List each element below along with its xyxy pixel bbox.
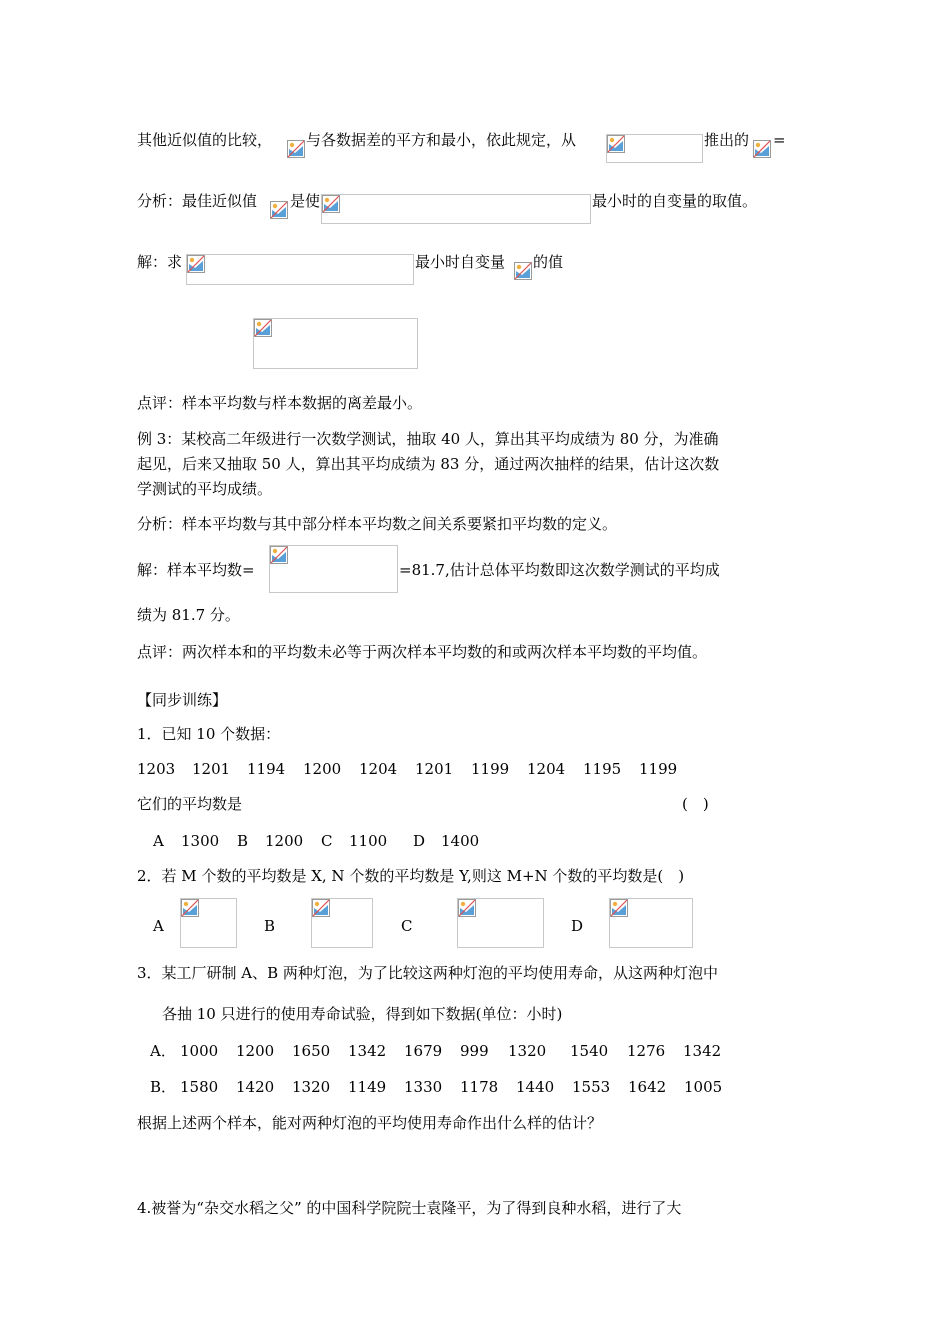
option-letter: B bbox=[237, 832, 249, 850]
text-line: 它们的平均数是 bbox=[137, 795, 243, 813]
data-value: 1553 bbox=[572, 1078, 611, 1096]
question-4: 4.被誉为“杂交水稻之父” 的中国科学院院士袁隆平，为了得到良种水稻，进行了大 bbox=[137, 1199, 682, 1217]
data-value: 1200 bbox=[236, 1042, 275, 1060]
formula-image bbox=[180, 898, 237, 948]
option-value: 1200 bbox=[265, 832, 304, 850]
question-2: 2．若 M 个数的平均数是 X, N 个数的平均数是 Y,则这 M+N 个数的平均数是( ) bbox=[137, 867, 685, 885]
option-value: 1300 bbox=[181, 832, 220, 850]
answer-blank: ( ) bbox=[682, 795, 709, 813]
q1-options bbox=[153, 831, 493, 851]
formula-image bbox=[321, 194, 591, 224]
formula-image bbox=[253, 318, 418, 369]
text-line: 其他近似值的比较， bbox=[137, 131, 273, 149]
broken-image-icon bbox=[514, 262, 532, 280]
row-label: B． bbox=[150, 1078, 177, 1096]
data-value: 1204 bbox=[527, 760, 566, 778]
text-line: 解：求 bbox=[137, 253, 183, 271]
example-line: 学测试的平均成绩。 bbox=[137, 480, 273, 498]
data-value: 1201 bbox=[415, 760, 454, 778]
data-value: 1149 bbox=[348, 1078, 387, 1096]
data-value: 1580 bbox=[180, 1078, 219, 1096]
data-value: 1342 bbox=[683, 1042, 722, 1060]
broken-image-icon bbox=[753, 140, 771, 158]
data-value: 1540 bbox=[570, 1042, 609, 1060]
data-value: 1679 bbox=[404, 1042, 443, 1060]
q3-row-b bbox=[150, 1077, 730, 1097]
option-letter: C bbox=[401, 917, 413, 935]
data-value: 999 bbox=[460, 1042, 489, 1060]
example-line: 起见，后来又抽取 50 人，算出其平均成绩为 83 分，通过两次抽样的结果，估计这次数 bbox=[137, 455, 720, 473]
q3-row-a bbox=[150, 1041, 730, 1061]
data-value: 1178 bbox=[460, 1078, 499, 1096]
data-value: 1199 bbox=[639, 760, 678, 778]
comment-line: 点评：两次样本和的平均数未必等于两次样本平均数的和或两次样本平均数的平均值。 bbox=[137, 643, 708, 661]
option-letter: B bbox=[264, 917, 276, 935]
text-line: 绩为 81.7 分。 bbox=[137, 606, 240, 624]
data-value: 1194 bbox=[247, 760, 286, 778]
analysis-line: 分析：样本平均数与其中部分样本平均数之间关系要紧扣平均数的定义。 bbox=[137, 515, 618, 533]
data-value: 1195 bbox=[583, 760, 622, 778]
option-letter: D bbox=[571, 917, 584, 935]
comment-line: 点评：样本平均数与样本数据的离差最小。 bbox=[137, 394, 423, 412]
formula-image bbox=[311, 898, 373, 948]
data-value: 1276 bbox=[627, 1042, 666, 1060]
text-line: 解：样本平均数= bbox=[137, 561, 255, 579]
text-line: 与各数据差的平方和最小，依此规定，从 bbox=[306, 131, 577, 149]
text-line: 根据上述两个样本，能对两种灯泡的平均使用寿命作出什么样的估计？ bbox=[137, 1114, 603, 1132]
formula-image bbox=[269, 545, 398, 593]
data-value: 1203 bbox=[137, 760, 176, 778]
text-line: 的值 bbox=[533, 253, 564, 271]
data-value: 1440 bbox=[516, 1078, 555, 1096]
text-line: 是使 bbox=[290, 192, 321, 210]
data-value: 1642 bbox=[628, 1078, 667, 1096]
data-value: 1199 bbox=[471, 760, 510, 778]
formula-image bbox=[609, 898, 693, 948]
option-value: 1100 bbox=[349, 832, 388, 850]
text-line: 推出的 bbox=[704, 131, 750, 149]
text-line: 最小时自变量 bbox=[415, 253, 506, 271]
option-value: 1400 bbox=[441, 832, 480, 850]
data-value: 1000 bbox=[180, 1042, 219, 1060]
data-value: 1200 bbox=[303, 760, 342, 778]
text-line: = bbox=[773, 131, 786, 149]
section-heading: 【同步训练】 bbox=[137, 691, 228, 709]
formula-image bbox=[606, 134, 703, 163]
option-letter: A bbox=[153, 917, 164, 935]
option-letter: A bbox=[153, 832, 164, 850]
formula-image bbox=[457, 898, 544, 948]
text-line: 分析：最佳近似值 bbox=[137, 192, 258, 210]
question-3: 3．某工厂研制 A、B 两种灯泡，为了比较这两种灯泡的平均使用寿命，从这两种灯泡中 bbox=[137, 964, 718, 982]
option-letter: D bbox=[413, 832, 426, 850]
text-line: 最小时的自变量的取值。 bbox=[592, 192, 758, 210]
data-value: 1650 bbox=[292, 1042, 331, 1060]
example-line: 例 3：某校高二年级进行一次数学测试，抽取 40 人，算出其平均成绩为 80 分，为准确 bbox=[137, 430, 719, 448]
broken-image-icon bbox=[270, 201, 288, 219]
text-line: 各抽 10 只进行的使用寿命试验，得到如下数据(单位：小时) bbox=[162, 1005, 563, 1023]
data-value: 1204 bbox=[359, 760, 398, 778]
broken-image-icon bbox=[287, 140, 305, 158]
data-value: 1320 bbox=[292, 1078, 331, 1096]
formula-image bbox=[186, 254, 414, 285]
q1-data-row bbox=[137, 759, 697, 779]
data-value: 1005 bbox=[684, 1078, 723, 1096]
question-1: 1．已知 10 个数据： bbox=[137, 725, 281, 743]
data-value: 1330 bbox=[404, 1078, 443, 1096]
row-label: A． bbox=[150, 1042, 176, 1060]
data-value: 1342 bbox=[348, 1042, 387, 1060]
data-value: 1201 bbox=[192, 760, 231, 778]
text-line: =81.7,估计总体平均数即这次数学测试的平均成 bbox=[399, 561, 720, 579]
option-letter: C bbox=[321, 832, 333, 850]
data-value: 1320 bbox=[508, 1042, 547, 1060]
data-value: 1420 bbox=[236, 1078, 275, 1096]
